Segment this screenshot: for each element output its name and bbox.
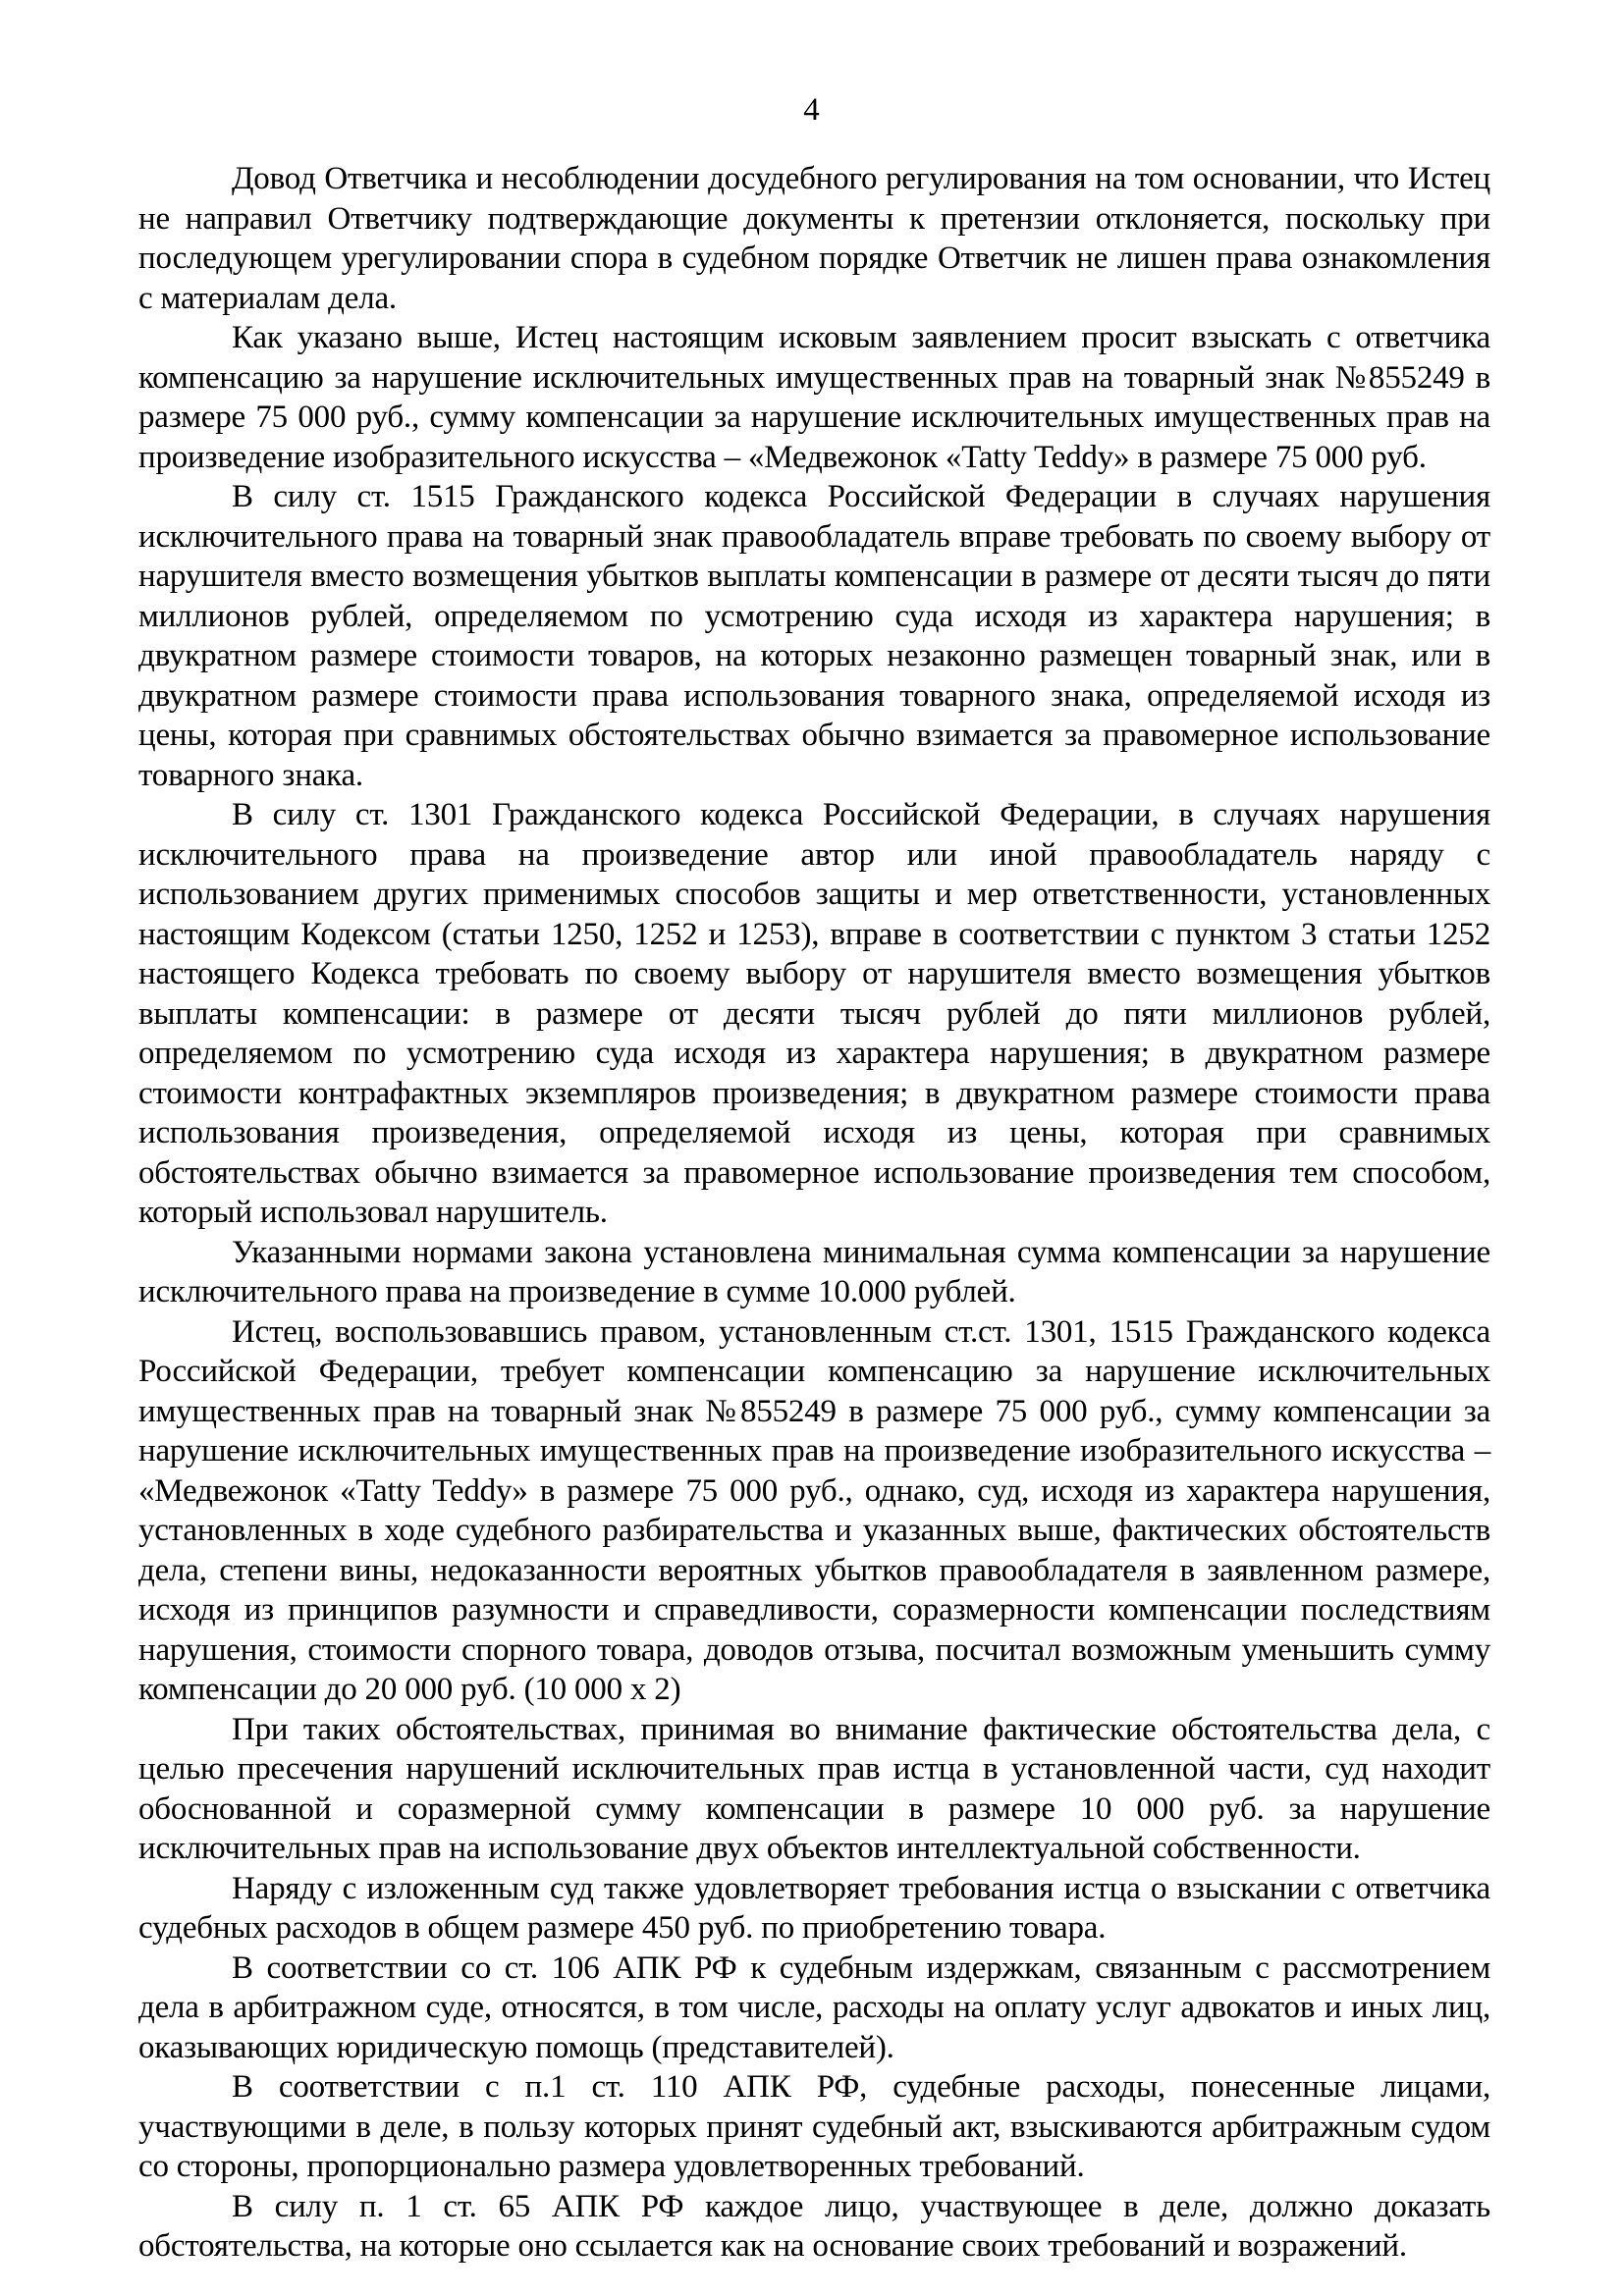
paragraph-1: Довод Ответчика и несоблюдении досудебного регулирования на том основании, что Истец не направил Ответчику подтверждающие документы к претензии отклоняется, поскольку при последующем урегулировании спора в судебном порядке Ответчик не лишен права ознакомления с материалам дела.	[138, 161, 1490, 316]
document-body	[138, 159, 1490, 2267]
paragraph-6: Истец, воспользовавшись правом, установленным ст.ст. 1301, 1515 Гражданского кодекса Российской Федерации, требует компенсации компенсацию за нарушение исключительных имущественных прав на товарный знак №855249 в размере 75 000 руб., сумму компенсации за нарушение исключительных имущественных прав на произведение изобразительного искусства – «Медвежонок «Tatty Teddy» в размере 75 000 руб., однако, суд, исходя из характера нарушения, установленных в ходе судебного разбирательства и указанных выше, фактических обстоятельств дела, степени вины, недоказанности вероятных убытков правообладателя в заявленном размере, исходя из принципов разумности и справедливости, соразмерности компенсации последствиям нарушения, стоимости спорного товара, доводов отзыва, посчитал возможным уменьшить сумму компенсации до 20 000 руб. (10 000 х 2)	[138, 1313, 1490, 1707]
paragraph-4: В силу ст. 1301 Гражданского кодекса Российской Федерации, в случаях нарушения исключительного права на произведение автор или иной правообладатель наряду с использованием других применимых способов защиты и мер ответственности, установленных настоящим Кодексом (статьи 1250, 1252 и 1253), вправе в соответствии с пунктом 3 статьи 1252 настоящего Кодекса требовать по своему выбору от нарушителя вместо возмещения убытков выплаты компенсации: в размере от десяти тысяч рублей до пяти миллионов рублей, определяемом по усмотрению суда исходя из характера нарушения; в двукратном размере стоимости контрафактных экземпляров произведения; в двукратном размере стоимости права использования произведения, определяемой исходя из цены, которая при сравнимых обстоятельствах обычно взимается за правомерное использование произведения тем способом, который использовал нарушитель.	[138, 797, 1490, 1230]
paragraph-8: Наряду с изложенным суд также удовлетворяет требования истца о взыскании с ответчика судебных расходов в общем размере 450 руб. по приобретению товара.	[138, 1870, 1490, 1946]
paragraph-10: В соответствии с п.1 ст. 110 АПК РФ, судебные расходы, понесенные лицами, участвующими в деле, в пользу которых принят судебный акт, взыскиваются арбитражным судом со стороны, пропорционально размера удовлетворенных требований.	[138, 2069, 1490, 2184]
paragraph-3: В силу ст. 1515 Гражданского кодекса Российской Федерации в случаях нарушения исключительного права на товарный знак правообладатель вправе требовать по своему выбору от нарушителя вместо возмещения убытков выплаты компенсации в размере от десяти тысяч до пяти миллионов рублей, определяемом по усмотрению суда исходя из характера нарушения; в двукратном размере стоимости товаров, на которых незаконно размещен товарный знак, или в двукратном размере стоимости права использования товарного знака, определяемой исходя из цены, которая при сравнимых обстоятельствах обычно взимается за правомерное использование товарного знака.	[138, 479, 1490, 793]
paragraph-5: Указанными нормами закона установлена минимальная сумма компенсации за нарушение исключительного права на произведение в сумме 10.000 рублей.	[138, 1234, 1490, 1309]
paragraph-11: В силу п. 1 ст. 65 АПК РФ каждое лицо, участвующее в деле, должно доказать обстоятельства, на которые оно ссылается как на основание своих требований и возражений.	[138, 2188, 1490, 2264]
paragraph-9: В соответствии со ст. 106 АПК РФ к судебным издержкам, связанным с рассмотрением дела в арбитражном суде, относятся, в том числе, расходы на оплату услуг адвокатов и иных лиц, оказывающих юридическую помощь (представителей).	[138, 1949, 1490, 2065]
paragraph-7: При таких обстоятельствах, принимая во внимание фактические обстоятельства дела, с целью пресечения нарушений исключительных прав истца в установленной части, суд находит обоснованной и соразмерной сумму компенсации в размере 10 000 руб. за нарушение исключительных прав на использование двух объектов интеллектуальной собственности.	[138, 1711, 1490, 1866]
paragraph-2: Как указано выше, Истец настоящим исковым заявлением просит взыскать с ответчика компенсацию за нарушение исключительных имущественных прав на товарный знак №855249 в размере 75 000 руб., сумму компенсации за нарушение исключительных имущественных прав на произведение изобразительного искусства – «Медвежонок «Tatty Teddy» в размере 75 000 руб.	[138, 320, 1490, 475]
page-number: 4	[803, 92, 820, 128]
